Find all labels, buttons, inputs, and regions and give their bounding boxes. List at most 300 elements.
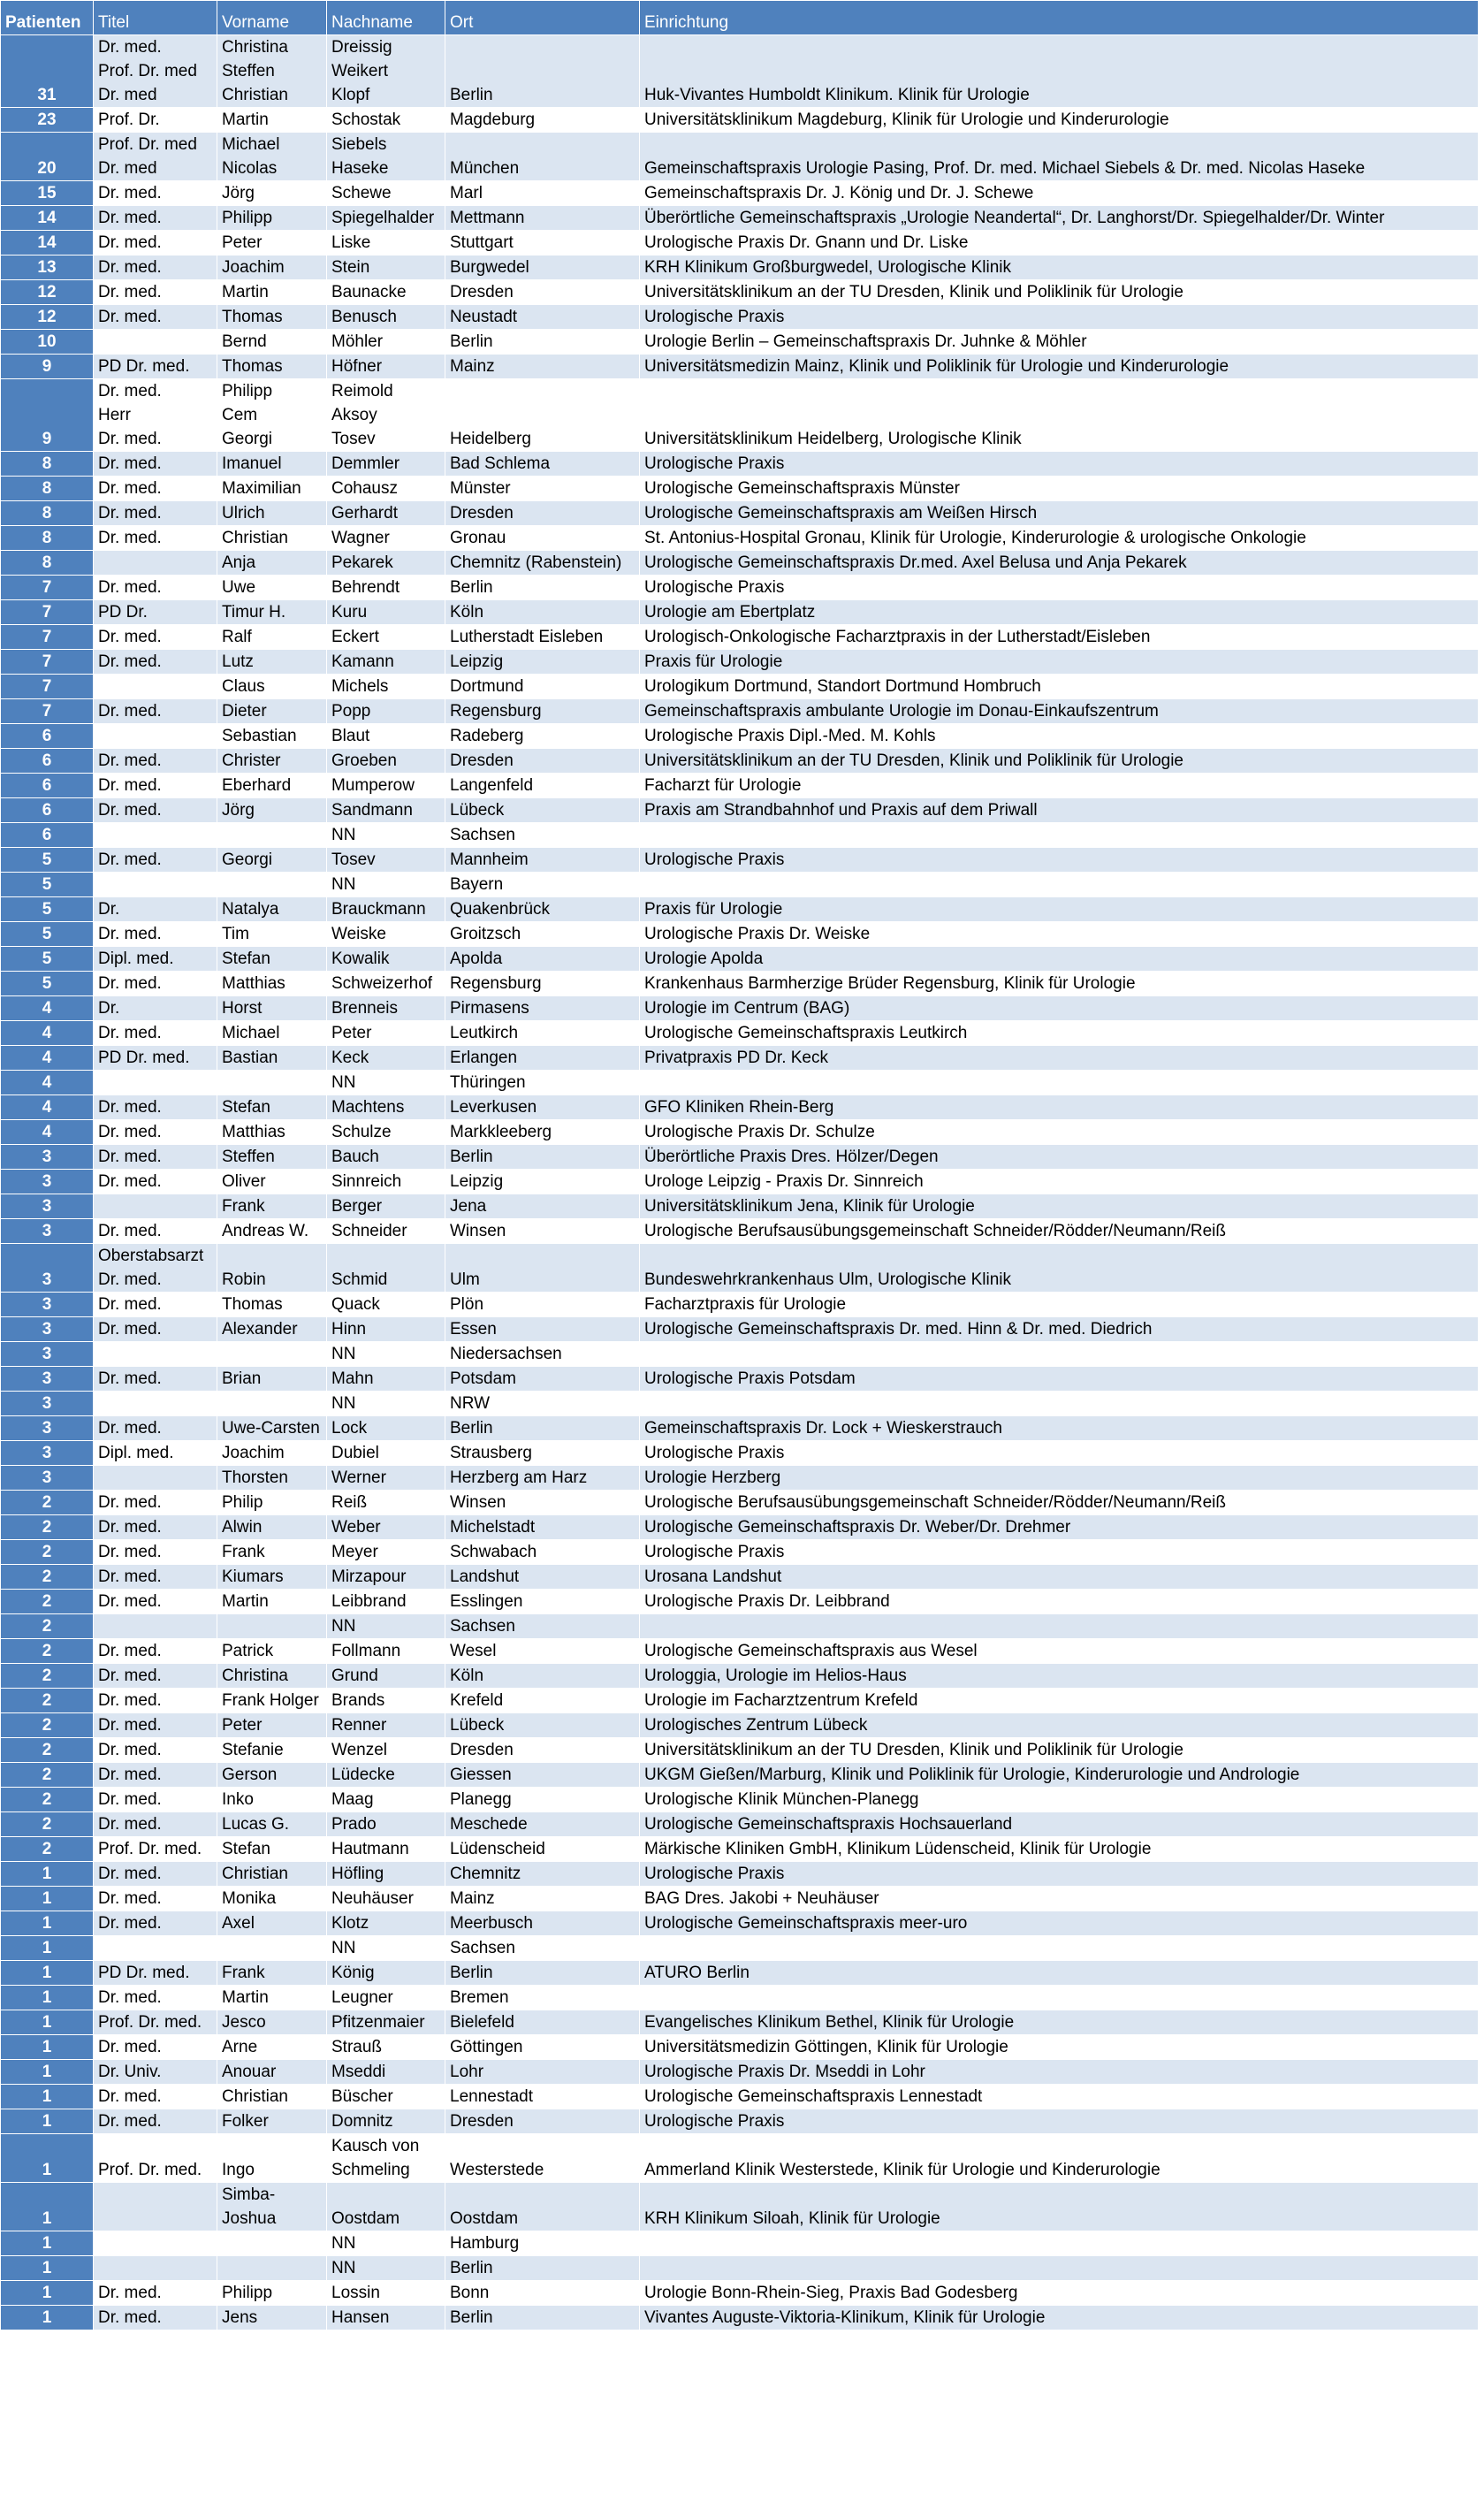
cell-patienten[interactable]: 2 [1,1738,94,1763]
cell-ort[interactable]: Leutkirch [445,1021,640,1046]
cell-vorname[interactable]: Frank [217,1961,327,1986]
cell-patienten[interactable]: 3 [1,1145,94,1170]
cell-ort[interactable]: Berlin [445,576,640,600]
cell-vorname[interactable]: Brian [217,1367,327,1392]
cell-einrichtung[interactable] [640,873,1479,897]
cell-nachname[interactable]: Lock [327,1416,445,1441]
cell-titel[interactable]: Dr. med. [94,1491,217,1515]
cell-nachname[interactable]: Schmid [327,1244,445,1293]
cell-vorname[interactable]: Philipp [217,206,327,231]
cell-nachname[interactable]: Gerhardt [327,501,445,526]
cell-ort[interactable]: Berlin [445,2306,640,2330]
cell-titel[interactable]: Dr. med. [94,749,217,774]
cell-vorname[interactable]: Axel [217,1911,327,1936]
cell-nachname[interactable]: NN [327,1071,445,1095]
cell-patienten[interactable]: 7 [1,650,94,675]
cell-einrichtung[interactable]: Urologische Gemeinschaftspraxis Lennestadt [640,2085,1479,2109]
cell-titel[interactable]: Prof. Dr. med. [94,2010,217,2035]
cell-patienten[interactable]: 1 [1,2109,94,2134]
cell-nachname[interactable] [327,35,445,108]
cell-nachname[interactable]: Leibbrand [327,1590,445,1614]
cell-einrichtung[interactable]: Universitätsklinikum Jena, Klinik für Urologie [640,1194,1479,1219]
cell-einrichtung[interactable]: Praxis für Urologie [640,650,1479,675]
cell-titel[interactable]: Dr. med. [94,1763,217,1788]
cell-ort[interactable]: Bonn [445,2281,640,2306]
cell-titel[interactable] [94,133,217,181]
cell-patienten[interactable]: 12 [1,305,94,330]
cell-titel[interactable] [94,873,217,897]
cell-patienten[interactable]: 2 [1,1664,94,1689]
cell-einrichtung[interactable]: Urologische Praxis [640,576,1479,600]
cell-titel[interactable]: PD Dr. med. [94,1046,217,1071]
cell-vorname[interactable]: Lutz [217,650,327,675]
cell-patienten[interactable]: 5 [1,897,94,922]
cell-einrichtung[interactable]: Privatpraxis PD Dr. Keck [640,1046,1479,1071]
cell-patienten[interactable]: 2 [1,1639,94,1664]
cell-ort[interactable]: Berlin [445,1416,640,1441]
cell-nachname[interactable]: NN [327,1392,445,1416]
cell-ort[interactable]: Giessen [445,1763,640,1788]
cell-vorname[interactable]: Frank [217,1194,327,1219]
cell-ort[interactable]: Esslingen [445,1590,640,1614]
cell-vorname[interactable]: Timur H. [217,600,327,625]
cell-patienten[interactable]: 5 [1,848,94,873]
cell-ort[interactable]: Winsen [445,1491,640,1515]
cell-nachname[interactable] [327,379,445,452]
cell-vorname[interactable]: Alwin [217,1515,327,1540]
cell-vorname[interactable]: Anouar [217,2060,327,2085]
cell-ort[interactable]: Dortmund [445,675,640,699]
cell-einrichtung[interactable]: Urologische Berufsausübungsgemeinschaft Schneider/Rödder/Neumann/Reiß [640,1491,1479,1515]
cell-titel[interactable]: Dr. med. [94,280,217,305]
cell-nachname[interactable]: Klotz [327,1911,445,1936]
cell-ort[interactable]: Meerbusch [445,1911,640,1936]
cell-nachname[interactable]: Stein [327,256,445,280]
cell-titel[interactable]: Dr. med. [94,1170,217,1194]
cell-einrichtung[interactable] [640,1936,1479,1961]
cell-titel[interactable]: Dr. med. [94,922,217,947]
cell-einrichtung[interactable]: Urologie am Ebertplatz [640,600,1479,625]
cell-patienten[interactable]: 12 [1,280,94,305]
cell-vorname[interactable] [217,379,327,452]
cell-einrichtung[interactable]: Urologische Praxis [640,452,1479,477]
cell-ort[interactable]: Berlin [445,2256,640,2281]
cell-patienten[interactable]: 7 [1,576,94,600]
cell-vorname[interactable]: Jörg [217,798,327,823]
cell-ort[interactable]: Schwabach [445,1540,640,1565]
cell-patienten[interactable]: 4 [1,1071,94,1095]
cell-einrichtung[interactable]: Urologische Praxis [640,305,1479,330]
cell-titel[interactable]: Dr. med. [94,576,217,600]
cell-vorname[interactable]: Eberhard [217,774,327,798]
cell-patienten[interactable]: 1 [1,1961,94,1986]
cell-ort[interactable]: Sachsen [445,823,640,848]
cell-titel[interactable]: Dr. med. [94,526,217,551]
cell-einrichtung[interactable]: GFO Kliniken Rhein-Berg [640,1095,1479,1120]
cell-ort[interactable]: Regensburg [445,972,640,996]
cell-nachname[interactable]: Schulze [327,1120,445,1145]
cell-titel[interactable]: Dr. med. [94,1788,217,1812]
cell-patienten[interactable]: 8 [1,551,94,576]
cell-titel[interactable]: Dipl. med. [94,947,217,972]
cell-patienten[interactable]: 1 [1,1986,94,2010]
cell-ort[interactable]: Mettmann [445,206,640,231]
cell-ort[interactable]: Wesel [445,1639,640,1664]
cell-patienten[interactable]: 3 [1,1170,94,1194]
cell-patienten[interactable]: 9 [1,379,94,452]
cell-nachname[interactable]: Kamann [327,650,445,675]
cell-patienten[interactable]: 2 [1,1788,94,1812]
cell-ort[interactable]: Meschede [445,1812,640,1837]
cell-titel[interactable]: Prof. Dr. med. [94,1837,217,1862]
cell-patienten[interactable]: 7 [1,675,94,699]
cell-patienten[interactable]: 1 [1,1936,94,1961]
cell-patienten[interactable]: 3 [1,1244,94,1293]
cell-patienten[interactable]: 2 [1,1540,94,1565]
cell-nachname[interactable]: Meyer [327,1540,445,1565]
cell-nachname[interactable]: Behrendt [327,576,445,600]
cell-patienten[interactable]: 3 [1,1367,94,1392]
cell-patienten[interactable]: 3 [1,1416,94,1441]
cell-nachname[interactable]: Popp [327,699,445,724]
cell-vorname[interactable]: Stefan [217,1095,327,1120]
cell-nachname[interactable]: Oostdam [327,2183,445,2231]
cell-vorname[interactable]: Robin [217,1244,327,1293]
cell-ort[interactable]: Jena [445,1194,640,1219]
cell-einrichtung[interactable]: Urologische Berufsausübungsgemeinschaft Schneider/Rödder/Neumann/Reiß [640,1219,1479,1244]
cell-titel[interactable]: Dr. med. [94,1021,217,1046]
cell-patienten[interactable]: 5 [1,873,94,897]
cell-patienten[interactable]: 8 [1,452,94,477]
cell-einrichtung[interactable]: Urologische Gemeinschaftspraxis Dr. med. Hinn & Dr. med. Diedrich [640,1317,1479,1342]
cell-ort[interactable]: Strausberg [445,1441,640,1466]
cell-ort[interactable]: Chemnitz (Rabenstein) [445,551,640,576]
cell-ort[interactable]: Münster [445,477,640,501]
cell-vorname[interactable]: Stefan [217,1837,327,1862]
cell-ort[interactable]: Bad Schlema [445,452,640,477]
cell-titel[interactable]: Dr. med. [94,2281,217,2306]
cell-nachname[interactable]: Brands [327,1689,445,1713]
cell-ort[interactable]: Essen [445,1317,640,1342]
cell-vorname[interactable]: Folker [217,2109,327,2134]
cell-vorname[interactable]: Gerson [217,1763,327,1788]
cell-nachname[interactable]: Brenneis [327,996,445,1021]
cell-ort[interactable]: Dresden [445,2109,640,2134]
cell-nachname[interactable]: Keck [327,1046,445,1071]
cell-vorname[interactable]: Stefanie [217,1738,327,1763]
cell-patienten[interactable]: 8 [1,477,94,501]
cell-nachname[interactable]: Mseddi [327,2060,445,2085]
cell-titel[interactable]: PD Dr. med. [94,1961,217,1986]
cell-einrichtung[interactable]: Urologische Gemeinschaftspraxis Hochsauerland [640,1812,1479,1837]
cell-titel[interactable]: Dr. [94,897,217,922]
cell-titel[interactable]: Dr. med. [94,305,217,330]
cell-titel[interactable] [94,1466,217,1491]
cell-patienten[interactable]: 1 [1,2134,94,2183]
cell-titel[interactable]: Dr. Univ. [94,2060,217,2085]
cell-patienten[interactable]: 1 [1,2010,94,2035]
cell-ort[interactable]: Apolda [445,947,640,972]
cell-patienten[interactable]: 3 [1,1317,94,1342]
cell-nachname[interactable]: NN [327,1342,445,1367]
cell-ort[interactable]: Lennestadt [445,2085,640,2109]
cell-vorname[interactable] [217,873,327,897]
cell-vorname[interactable] [217,1936,327,1961]
cell-vorname[interactable]: Thomas [217,1293,327,1317]
cell-patienten[interactable]: 9 [1,355,94,379]
cell-einrichtung[interactable]: Urologische Gemeinschaftspraxis Dr.med. Axel Belusa und Anja Pekarek [640,551,1479,576]
cell-ort[interactable]: Quakenbrück [445,897,640,922]
cell-titel[interactable] [94,823,217,848]
cell-titel[interactable] [94,1614,217,1639]
cell-einrichtung[interactable]: Urosana Landshut [640,1565,1479,1590]
cell-nachname[interactable]: Schostak [327,108,445,133]
cell-vorname[interactable]: Christina [217,1664,327,1689]
cell-patienten[interactable]: 1 [1,1862,94,1887]
cell-nachname[interactable]: Michels [327,675,445,699]
cell-vorname[interactable] [217,2256,327,2281]
cell-vorname[interactable] [217,823,327,848]
cell-titel[interactable]: Dr. med. [94,1689,217,1713]
cell-nachname[interactable]: Domnitz [327,2109,445,2134]
cell-ort[interactable]: Michelstadt [445,1515,640,1540]
cell-nachname[interactable]: Spiegelhalder [327,206,445,231]
cell-einrichtung[interactable]: Urologie im Centrum (BAG) [640,996,1479,1021]
cell-nachname[interactable]: Liske [327,231,445,256]
cell-einrichtung[interactable]: Urologische Praxis [640,2109,1479,2134]
cell-ort[interactable]: Oostdam [445,2183,640,2231]
cell-patienten[interactable]: 5 [1,922,94,947]
cell-patienten[interactable]: 7 [1,625,94,650]
cell-nachname[interactable]: Berger [327,1194,445,1219]
cell-nachname[interactable]: NN [327,2231,445,2256]
cell-einrichtung[interactable] [640,2231,1479,2256]
cell-titel[interactable] [94,330,217,355]
cell-einrichtung[interactable]: Urologische Praxis Dr. Leibbrand [640,1590,1479,1614]
cell-titel[interactable]: Dr. med. [94,1639,217,1664]
cell-vorname[interactable]: Joachim [217,1441,327,1466]
cell-patienten[interactable]: 1 [1,2281,94,2306]
cell-ort[interactable]: Herzberg am Harz [445,1466,640,1491]
cell-vorname[interactable]: Jens [217,2306,327,2330]
cell-patienten[interactable]: 7 [1,699,94,724]
cell-ort[interactable]: Leipzig [445,1170,640,1194]
cell-ort[interactable]: München [445,133,640,181]
cell-einrichtung[interactable]: Ammerland Klinik Westerstede, Klinik für Urologie und Kinderurologie [640,2134,1479,2183]
cell-nachname[interactable]: Leugner [327,1986,445,2010]
cell-titel[interactable]: Dr. med. [94,1540,217,1565]
cell-einrichtung[interactable]: Urologie Apolda [640,947,1479,972]
cell-vorname[interactable]: Michael [217,1021,327,1046]
cell-ort[interactable]: Bremen [445,1986,640,2010]
cell-nachname[interactable]: Tosev [327,848,445,873]
cell-nachname[interactable]: Werner [327,1466,445,1491]
cell-titel[interactable]: Dr. [94,996,217,1021]
cell-nachname[interactable]: Büscher [327,2085,445,2109]
column-header-patienten[interactable]: Patienten [1,1,94,35]
cell-einrichtung[interactable]: Evangelisches Klinikum Bethel, Klinik für Urologie [640,2010,1479,2035]
cell-vorname[interactable]: Alexander [217,1317,327,1342]
cell-einrichtung[interactable]: Urologische Gemeinschaftspraxis am Weißen Hirsch [640,501,1479,526]
cell-einrichtung[interactable]: Urologisches Zentrum Lübeck [640,1713,1479,1738]
cell-nachname[interactable]: Dubiel [327,1441,445,1466]
cell-ort[interactable]: Hamburg [445,2231,640,2256]
cell-vorname[interactable] [217,2231,327,2256]
cell-titel[interactable] [94,2256,217,2281]
cell-einrichtung[interactable]: Facharzt für Urologie [640,774,1479,798]
cell-einrichtung[interactable] [640,1071,1479,1095]
cell-titel[interactable]: Dr. med. [94,1986,217,2010]
cell-titel[interactable]: Dr. med. [94,231,217,256]
cell-nachname[interactable]: Benusch [327,305,445,330]
cell-ort[interactable]: Regensburg [445,699,640,724]
cell-einrichtung[interactable]: Urologische Praxis [640,1441,1479,1466]
cell-nachname[interactable]: Weiske [327,922,445,947]
cell-titel[interactable]: Dipl. med. [94,1441,217,1466]
cell-vorname[interactable]: Peter [217,231,327,256]
cell-einrichtung[interactable]: Krankenhaus Barmherzige Brüder Regensburg, Klinik für Urologie [640,972,1479,996]
cell-ort[interactable]: Marl [445,181,640,206]
cell-einrichtung[interactable]: Urologische Praxis [640,848,1479,873]
cell-vorname[interactable]: Frank [217,1540,327,1565]
cell-patienten[interactable]: 2 [1,1763,94,1788]
cell-vorname[interactable]: Matthias [217,972,327,996]
cell-ort[interactable]: Berlin [445,1145,640,1170]
cell-einrichtung[interactable]: Urologe Leipzig - Praxis Dr. Sinnreich [640,1170,1479,1194]
cell-vorname[interactable]: Tim [217,922,327,947]
cell-ort[interactable]: Bielefeld [445,2010,640,2035]
cell-titel[interactable]: Dr. med. [94,972,217,996]
cell-einrichtung[interactable]: Praxis für Urologie [640,897,1479,922]
cell-titel[interactable] [94,1071,217,1095]
cell-ort[interactable]: Chemnitz [445,1862,640,1887]
cell-titel[interactable]: Dr. med. [94,1862,217,1887]
cell-titel[interactable]: PD Dr. med. [94,355,217,379]
cell-vorname[interactable] [217,1071,327,1095]
cell-vorname[interactable]: Christian [217,526,327,551]
cell-patienten[interactable]: 4 [1,1120,94,1145]
column-header-vorname[interactable]: Vorname [217,1,327,35]
cell-vorname[interactable] [217,133,327,181]
cell-einrichtung[interactable]: Universitätsmedizin Mainz, Klinik und Poliklinik für Urologie und Kinderurologie [640,355,1479,379]
cell-ort[interactable]: Berlin [445,1961,640,1986]
cell-ort[interactable]: Lübeck [445,798,640,823]
cell-ort[interactable]: Köln [445,1664,640,1689]
cell-patienten[interactable]: 14 [1,231,94,256]
cell-ort[interactable]: Heidelberg [445,379,640,452]
cell-nachname[interactable]: Blaut [327,724,445,749]
cell-titel[interactable]: Dr. med. [94,2109,217,2134]
cell-titel[interactable]: Dr. med. [94,699,217,724]
cell-titel[interactable]: Dr. med. [94,2035,217,2060]
cell-patienten[interactable]: 8 [1,526,94,551]
column-header-ort[interactable]: Ort [445,1,640,35]
cell-nachname[interactable]: Wenzel [327,1738,445,1763]
cell-titel[interactable] [94,551,217,576]
cell-einrichtung[interactable]: Urologie im Facharztzentrum Krefeld [640,1689,1479,1713]
cell-patienten[interactable]: 1 [1,2060,94,2085]
cell-ort[interactable]: Planegg [445,1788,640,1812]
cell-titel[interactable]: Dr. med. [94,798,217,823]
cell-titel[interactable]: Dr. med. [94,1911,217,1936]
cell-titel[interactable]: Dr. med. [94,1317,217,1342]
cell-ort[interactable]: Sachsen [445,1614,640,1639]
cell-ort[interactable]: Lutherstadt Eisleben [445,625,640,650]
cell-ort[interactable]: Berlin [445,35,640,108]
cell-einrichtung[interactable] [640,2256,1479,2281]
cell-nachname[interactable]: Peter [327,1021,445,1046]
cell-patienten[interactable]: 2 [1,1590,94,1614]
cell-einrichtung[interactable] [640,1392,1479,1416]
cell-einrichtung[interactable]: Urologische Praxis Potsdam [640,1367,1479,1392]
cell-titel[interactable] [94,724,217,749]
cell-titel[interactable]: Dr. med. [94,1812,217,1837]
cell-titel[interactable] [94,1936,217,1961]
cell-nachname[interactable]: Sinnreich [327,1170,445,1194]
cell-einrichtung[interactable]: Universitätsklinikum Heidelberg, Urologische Klinik [640,379,1479,452]
cell-einrichtung[interactable]: Urologische Gemeinschaftspraxis Münster [640,477,1479,501]
cell-patienten[interactable]: 3 [1,1293,94,1317]
cell-titel[interactable]: PD Dr. [94,600,217,625]
cell-patienten[interactable]: 1 [1,2085,94,2109]
cell-patienten[interactable]: 4 [1,1021,94,1046]
column-header-einrichtung[interactable]: Einrichtung [640,1,1479,35]
cell-einrichtung[interactable]: BAG Dres. Jakobi + Neuhäuser [640,1887,1479,1911]
cell-nachname[interactable]: Quack [327,1293,445,1317]
cell-ort[interactable]: Dresden [445,749,640,774]
cell-vorname[interactable] [217,1392,327,1416]
cell-titel[interactable]: Prof. Dr. med. [94,2134,217,2183]
cell-einrichtung[interactable]: Universitätsklinikum Magdeburg, Klinik für Urologie und Kinderurologie [640,108,1479,133]
cell-einrichtung[interactable]: Märkische Kliniken GmbH, Klinikum Lüdenscheid, Klinik für Urologie [640,1837,1479,1862]
cell-titel[interactable]: Dr. med. [94,774,217,798]
cell-ort[interactable]: Radeberg [445,724,640,749]
cell-patienten[interactable]: 3 [1,1466,94,1491]
cell-vorname[interactable]: Joachim [217,256,327,280]
cell-vorname[interactable] [217,35,327,108]
cell-titel[interactable]: Dr. med. [94,1416,217,1441]
cell-ort[interactable]: Leipzig [445,650,640,675]
cell-vorname[interactable]: Georgi [217,848,327,873]
cell-ort[interactable]: Burgwedel [445,256,640,280]
cell-nachname[interactable]: Strauß [327,2035,445,2060]
cell-einrichtung[interactable] [640,1986,1479,2010]
cell-nachname[interactable]: Mumperow [327,774,445,798]
cell-nachname[interactable]: NN [327,2256,445,2281]
cell-einrichtung[interactable] [640,823,1479,848]
cell-vorname[interactable]: Oliver [217,1170,327,1194]
cell-vorname[interactable]: Andreas W. [217,1219,327,1244]
cell-vorname[interactable]: Martin [217,1986,327,2010]
cell-ort[interactable]: Winsen [445,1219,640,1244]
cell-nachname[interactable]: Schewe [327,181,445,206]
cell-vorname[interactable]: Steffen [217,1145,327,1170]
cell-patienten[interactable]: 6 [1,774,94,798]
cell-einrichtung[interactable]: Universitätsklinikum an der TU Dresden, Klinik und Poliklinik für Urologie [640,749,1479,774]
cell-ort[interactable]: Pirmasens [445,996,640,1021]
cell-einrichtung[interactable]: Urologische Gemeinschaftspraxis aus Wesel [640,1639,1479,1664]
cell-patienten[interactable]: 10 [1,330,94,355]
cell-vorname[interactable]: Natalya [217,897,327,922]
cell-titel[interactable]: Dr. med. [94,206,217,231]
cell-titel[interactable]: Dr. med. [94,1738,217,1763]
cell-ort[interactable]: Krefeld [445,1689,640,1713]
cell-einrichtung[interactable]: Universitätsklinikum an der TU Dresden, Klinik und Poliklinik für Urologie [640,1738,1479,1763]
cell-patienten[interactable]: 2 [1,1689,94,1713]
cell-einrichtung[interactable]: Urologische Praxis Dipl.-Med. M. Kohls [640,724,1479,749]
cell-ort[interactable]: Niedersachsen [445,1342,640,1367]
cell-vorname[interactable]: Thorsten [217,1466,327,1491]
